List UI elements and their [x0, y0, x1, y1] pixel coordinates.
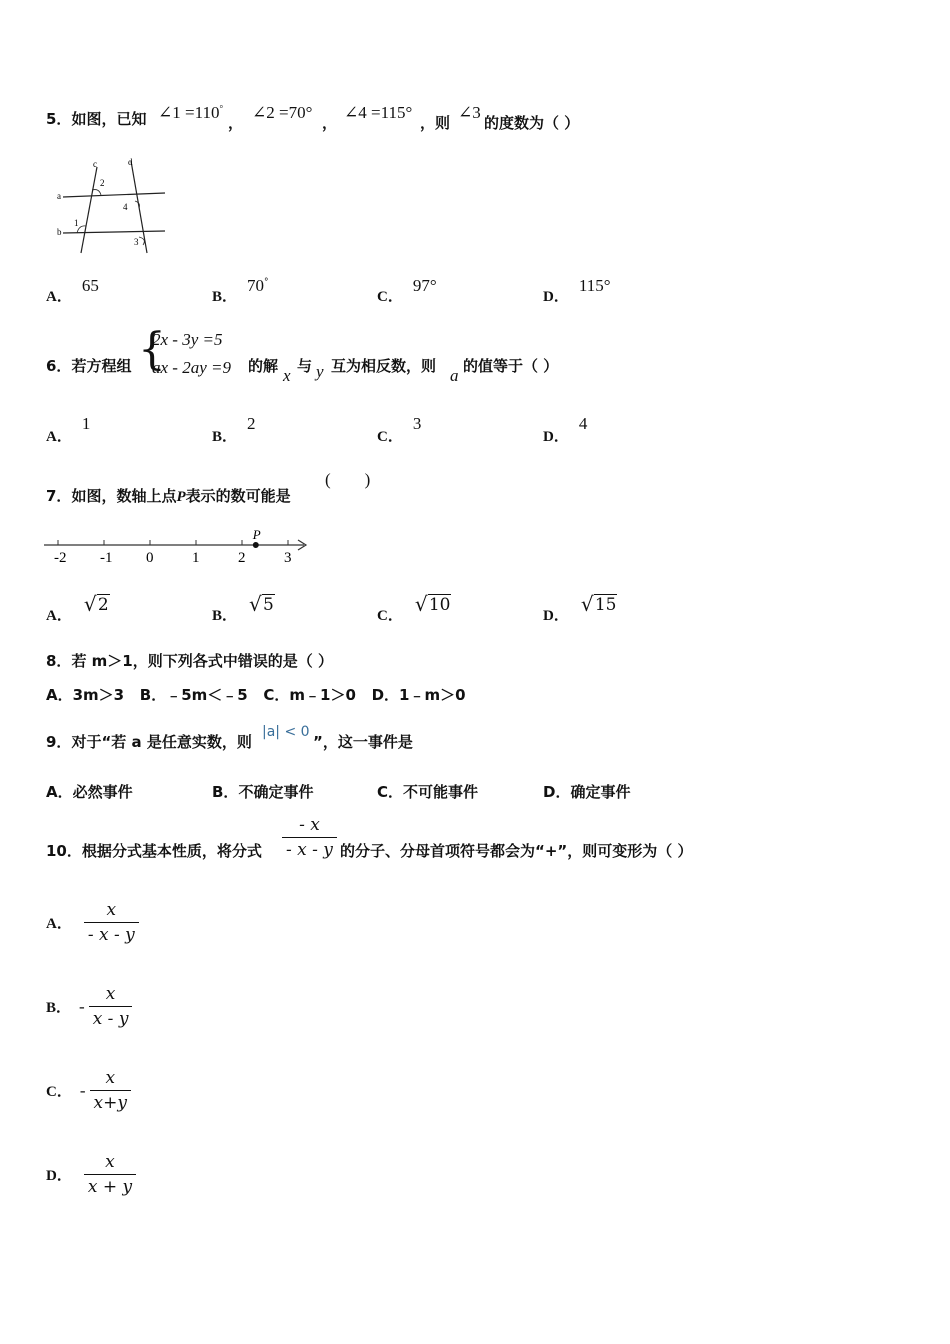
q9-option-d[interactable]: D．确定事件 — [543, 783, 631, 801]
q8-options[interactable]: A．3m＞3 B．﹣5m＜﹣5 C．m﹣1＞0 D．1﹣m＞0 — [46, 686, 466, 704]
q5-angle4: ∠4 =115° — [344, 103, 413, 122]
q9-option-a[interactable]: A．必然事件 — [46, 783, 133, 801]
q10-stem-a: 10．根据分式基本性质，将分式 — [46, 842, 262, 860]
q9-option-c[interactable]: C．不可能事件 — [377, 783, 479, 801]
tick-label: 3 — [284, 550, 292, 566]
q5-text-a: 如图，已知 — [71, 110, 147, 128]
q10-option-c[interactable]: C． - $\frac{x}{x+y}$ — [46, 1068, 131, 1113]
q7-number-line — [42, 525, 317, 570]
q9-formula: |a| < 0 — [262, 724, 310, 740]
q6-text-d: 互为相反数，则 — [331, 357, 437, 375]
q5-angle2: ∠2 =70° — [252, 103, 313, 122]
q10-stem-b: 的分子、分母首项符号都会为“+”，则可变形为（ ） — [340, 842, 693, 860]
q5-option-d[interactable]: D．115° — [543, 276, 611, 305]
q10-option-d[interactable]: D． $\frac{x}{x + y}$ — [46, 1152, 136, 1197]
q7-option-a[interactable]: A． √ 2 — [46, 592, 109, 624]
q6-text-e: 的值等于（ ） — [463, 357, 559, 375]
line-c — [81, 167, 97, 253]
q5-option-c[interactable]: C．97° — [377, 276, 437, 305]
q10-option-a[interactable]: A． $\frac{x}{- x - y}$ — [46, 900, 139, 945]
q5-number: 5． — [46, 110, 72, 128]
label-2: 2 — [100, 178, 105, 188]
line-a — [63, 193, 165, 197]
q9-option-b[interactable]: B．不确定事件 — [212, 783, 314, 801]
point-p-label: P — [252, 527, 261, 542]
q5-stem — [46, 108, 146, 129]
tick-label: -1 — [100, 550, 113, 566]
q6-option-a[interactable]: A．1 — [46, 414, 91, 445]
q5-comma1: ， — [228, 114, 244, 132]
q5-text-b: ，则 — [420, 114, 451, 132]
label-d: d — [128, 157, 133, 167]
point-p — [253, 542, 259, 548]
q5-option-a[interactable]: A．65 — [46, 276, 99, 305]
q5-comma2: ， — [322, 114, 338, 132]
q7-var-p: P — [176, 489, 186, 505]
q6-equation-1: 2x - 3y =5 — [152, 330, 223, 349]
line-b — [63, 231, 165, 233]
q5-option-b[interactable]: B．70° — [212, 276, 269, 305]
q5-angle1: ∠1 =110° — [158, 103, 224, 122]
q8-stem: 8．若 m＞1，则下列各式中错误的是（ ） — [46, 652, 333, 670]
q7-option-d[interactable]: D． √ 15 — [543, 592, 617, 624]
q7-stem: 7．如图，数轴上点P表示的数可能是 — [46, 487, 291, 505]
q10-fraction: $\frac{- x}{- x - y}$ — [282, 815, 337, 860]
q5-angle3: ∠3 — [458, 103, 481, 122]
tick-label: 0 — [146, 550, 154, 566]
q7-option-c[interactable]: C． √ 10 — [377, 592, 451, 624]
label-c: c — [93, 159, 97, 169]
label-4: 4 — [123, 202, 128, 212]
q7-paren: ( ) — [325, 470, 371, 489]
q6-stem: 6．若方程组 — [46, 357, 132, 375]
q6-system-brace: { — [138, 324, 166, 375]
q9-stem-a: 9．对于“若 a 是任意实数，则 — [46, 733, 252, 751]
label-b: b — [57, 227, 62, 237]
q6-var-y: y — [316, 362, 324, 381]
q9-stem-b: ”，这一事件是 — [313, 733, 413, 751]
q7-option-b[interactable]: B． √ 5 — [212, 592, 274, 624]
q6-text-b: 的解 — [248, 357, 279, 375]
q10-option-b[interactable]: B． - $\frac{x}{x - y}$ — [46, 984, 132, 1029]
label-1: 1 — [74, 218, 79, 228]
q6-text-c: 与 — [297, 357, 313, 375]
tick-label: 2 — [238, 550, 246, 566]
q5-figure — [55, 155, 170, 255]
label-a: a — [57, 191, 61, 201]
q6-var-x: x — [283, 366, 291, 385]
q6-option-c[interactable]: C．3 — [377, 414, 422, 445]
tick-label: -2 — [54, 550, 67, 566]
tick-label: 1 — [192, 550, 200, 566]
q6-var-a: a — [450, 366, 459, 385]
q6-option-d[interactable]: D．4 — [543, 414, 588, 445]
label-3: 3 — [134, 237, 139, 247]
q6-equation-2: ax - 2ay =9 — [152, 358, 231, 377]
q6-option-b[interactable]: B．2 — [212, 414, 256, 445]
q5-text-c: 的度数为（ ） — [484, 114, 580, 132]
